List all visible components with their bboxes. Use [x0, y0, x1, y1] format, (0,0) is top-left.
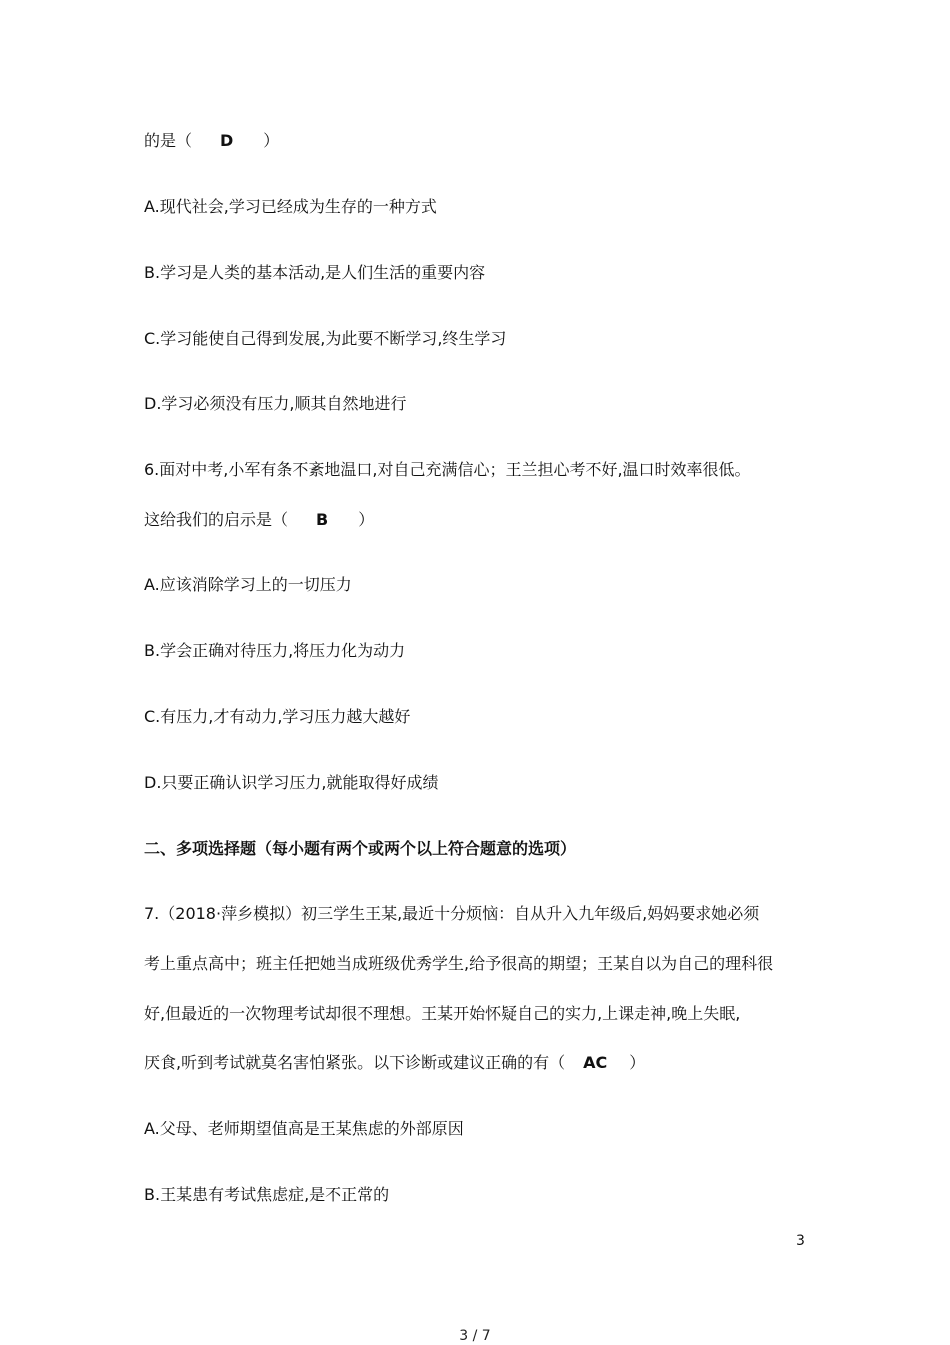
section-heading: 二、多项选择题（每小题有两个或两个以上符合题意的选项）: [144, 839, 577, 858]
q5-stem-text: 的是（: [144, 131, 193, 150]
q5-close-paren: ）: [263, 131, 280, 150]
q7-close-paren: ）: [629, 1053, 646, 1072]
q6-stem-text: 这给我们的启示是（: [144, 510, 289, 529]
q6-option-b: B.学会正确对待压力,将压力化为动力: [144, 641, 406, 660]
q6-option-c: C.有压力,才有动力,学习压力越大越好: [144, 707, 411, 726]
q5-option-b: B.学习是人类的基本活动,是人们生活的重要内容: [144, 263, 486, 282]
q6-close-paren: ）: [358, 510, 375, 529]
q5-answer: D: [220, 131, 234, 150]
q5-option-c: C.学习能使自己得到发展,为此要不断学习,终生学习: [144, 329, 507, 348]
q7-answer: AC: [583, 1053, 608, 1072]
q6-option-a: A.应该消除学习上的一切压力: [144, 575, 352, 594]
q7-stem-line1: 7.（2018·萍乡模拟）初三学生王某,最近十分烦恼：自从升入九年级后,妈妈要求她必须: [144, 904, 760, 923]
page-indicator: 3 / 7: [459, 1328, 491, 1344]
q5-stem-end: [144, 130, 279, 152]
q7-option-a: A.父母、老师期望值高是王某焦虑的外部原因: [144, 1119, 464, 1138]
q7-stem-line3: 好,但最近的一次物理考试却很不理想。王某开始怀疑自己的实力,上课走神,晚上失眠,: [144, 1004, 741, 1023]
q5-option-a: A.现代社会,学习已经成为生存的一种方式: [144, 197, 437, 216]
page-number: 3: [796, 1233, 805, 1249]
q5-option-d: D.学习必须没有压力,顺其自然地进行: [144, 394, 407, 413]
q6-option-d: D.只要正确认识学习压力,就能取得好成绩: [144, 773, 439, 792]
q7-stem-text: 厌食,听到考试就莫名害怕紧张。以下诊断或建议正确的有（: [144, 1053, 566, 1072]
q7-option-b: B.王某患有考试焦虑症,是不正常的: [144, 1185, 390, 1204]
q6-stem-line1: 6.面对中考,小军有条不紊地温口,对自己充满信心；王兰担心考不好,温口时效率很低。: [144, 460, 751, 479]
q7-stem-line2: 考上重点高中；班主任把她当成班级优秀学生,给予很高的期望；王某自以为自己的理科很: [144, 954, 774, 973]
q6-stem-line2: [144, 509, 374, 531]
q7-stem-line4: [144, 1052, 645, 1074]
q6-answer: B: [316, 510, 329, 529]
